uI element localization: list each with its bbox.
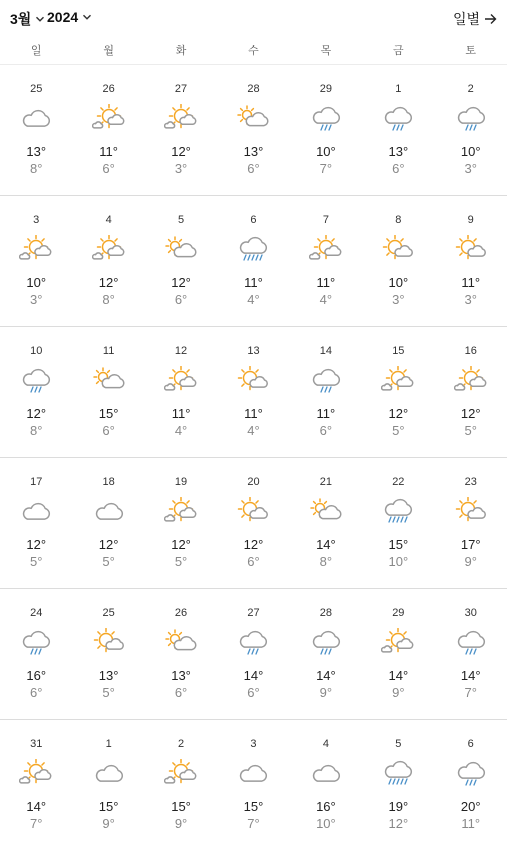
high-temp: 14°: [26, 799, 47, 814]
weekday-sat: 토: [465, 45, 477, 57]
day-cell[interactable]: [217, 196, 289, 326]
high-temp: 14°: [460, 668, 481, 683]
rain-icon: [309, 366, 343, 396]
low-temp: 3°: [392, 292, 405, 307]
partly-sunny-icon: [92, 366, 126, 396]
rain-icon: [454, 628, 488, 658]
sun-cloud-icon: [381, 366, 415, 396]
day-number: 25: [102, 607, 115, 619]
high-temp: 15°: [388, 537, 409, 552]
weekday-tue: 화: [175, 45, 187, 57]
sun-cloud-icon: [381, 628, 415, 658]
sun-cloud-icon: [19, 235, 53, 265]
low-temp: 5°: [464, 423, 477, 438]
day-number: 1: [395, 83, 402, 95]
rain-icon: [236, 628, 270, 658]
day-number: 26: [174, 607, 188, 619]
day-number: 6: [250, 214, 257, 226]
low-temp: 4°: [247, 292, 260, 307]
year-selector[interactable]: [47, 9, 92, 25]
day-cell[interactable]: [72, 720, 144, 850]
cloud-icon: [19, 497, 53, 527]
day-cell[interactable]: [0, 65, 72, 195]
cloud-icon: [92, 497, 126, 527]
high-temp: 15°: [171, 799, 191, 814]
day-cell[interactable]: [145, 327, 217, 457]
cloud-icon: [236, 759, 270, 789]
low-temp: 8°: [102, 292, 115, 307]
day-number: 4: [322, 738, 329, 750]
sun-behind-cloud-icon: [381, 235, 415, 265]
day-number: 5: [177, 214, 185, 226]
high-temp: 15°: [243, 799, 264, 814]
high-temp: 17°: [460, 537, 481, 552]
week-row: [0, 327, 507, 458]
day-cell[interactable]: [0, 720, 72, 850]
day-cell[interactable]: [435, 720, 507, 850]
sun-cloud-icon: [92, 104, 126, 134]
day-number: 11: [102, 345, 115, 357]
low-temp: 9°: [464, 554, 477, 569]
day-cell[interactable]: [145, 196, 217, 326]
low-temp: 9°: [319, 685, 333, 700]
high-temp: 13°: [26, 144, 47, 159]
day-number: 30: [464, 607, 477, 619]
high-temp: 12°: [388, 406, 409, 421]
low-temp: 6°: [29, 685, 43, 700]
weekday-sun: 일: [30, 45, 42, 57]
low-temp: 10°: [316, 816, 336, 831]
day-cell[interactable]: [435, 327, 507, 457]
day-number: 3: [250, 738, 257, 750]
month-label: 3월: [10, 11, 32, 27]
low-temp: 6°: [174, 292, 188, 307]
heavy-rain-icon: [236, 235, 270, 265]
high-temp: 14°: [316, 668, 336, 683]
heavy-rain-icon: [381, 759, 415, 789]
high-temp: 12°: [171, 275, 191, 290]
low-temp: 3°: [464, 161, 477, 176]
low-temp: 6°: [102, 161, 115, 176]
cloud-icon: [19, 104, 53, 134]
day-number: 28: [319, 607, 333, 619]
day-number: 12: [174, 345, 188, 357]
high-temp: 11°: [244, 406, 263, 421]
sun-cloud-icon: [19, 759, 53, 789]
day-number: 8: [395, 214, 402, 226]
day-number: 27: [247, 607, 260, 619]
day-cell[interactable]: [290, 589, 362, 719]
sun-behind-cloud-icon: [236, 366, 270, 396]
low-temp: 11°: [461, 816, 481, 831]
daily-view-label: 일별: [452, 11, 480, 27]
day-number: 5: [395, 738, 402, 750]
low-temp: 6°: [247, 554, 260, 569]
week-row: [0, 720, 507, 850]
rain-icon: [309, 628, 343, 658]
low-temp: 10°: [388, 554, 409, 569]
low-temp: 8°: [29, 161, 43, 176]
high-temp: 11°: [171, 406, 191, 421]
high-temp: 15°: [98, 799, 119, 814]
low-temp: 5°: [392, 423, 405, 438]
day-cell[interactable]: [362, 589, 434, 719]
low-temp: 6°: [247, 685, 260, 700]
sun-cloud-icon: [164, 366, 198, 396]
day-number: 31: [30, 738, 43, 750]
day-cell[interactable]: [72, 196, 144, 326]
high-temp: 12°: [98, 537, 119, 552]
day-cell[interactable]: [362, 196, 434, 326]
day-cell[interactable]: [217, 327, 289, 457]
low-temp: 8°: [29, 423, 43, 438]
low-temp: 9°: [392, 685, 405, 700]
calendar-grid: [0, 65, 507, 850]
rain-icon: [381, 104, 415, 134]
high-temp: 13°: [171, 668, 191, 683]
sun-behind-cloud-icon: [454, 235, 488, 265]
sun-cloud-icon: [164, 497, 198, 527]
sun-behind-cloud-icon: [236, 497, 270, 527]
high-temp: 10°: [26, 275, 47, 290]
day-number: 21: [319, 476, 333, 488]
year-label: 2024: [47, 9, 79, 25]
day-number: 3: [33, 214, 40, 226]
low-temp: 4°: [247, 423, 260, 438]
high-temp: 14°: [316, 537, 336, 552]
sun-behind-cloud-icon: [454, 497, 488, 527]
chevron-down-icon: [82, 12, 92, 22]
low-temp: 9°: [102, 816, 115, 831]
low-temp: 9°: [174, 816, 188, 831]
day-cell[interactable]: [435, 196, 507, 326]
heavy-rain-icon: [381, 497, 415, 527]
low-temp: 3°: [29, 292, 43, 307]
high-temp: 14°: [388, 668, 409, 683]
day-cell[interactable]: [217, 458, 289, 588]
day-cell[interactable]: [435, 589, 507, 719]
low-temp: 4°: [319, 292, 333, 307]
high-temp: 19°: [388, 799, 409, 814]
high-temp: 16°: [316, 799, 336, 814]
partly-sunny-icon: [164, 628, 198, 658]
low-temp: 7°: [29, 816, 43, 831]
day-number: 25: [30, 83, 43, 95]
day-cell[interactable]: [435, 458, 507, 588]
day-cell[interactable]: [362, 458, 434, 588]
day-cell[interactable]: [217, 65, 289, 195]
day-cell[interactable]: [290, 458, 362, 588]
day-cell[interactable]: [0, 196, 72, 326]
day-cell[interactable]: [362, 327, 434, 457]
low-temp: 5°: [102, 685, 115, 700]
chevron-down-icon: [35, 14, 45, 24]
daily-view-button[interactable]: [453, 9, 497, 29]
day-cell[interactable]: [145, 458, 217, 588]
arrow-right-icon: [484, 13, 497, 25]
high-temp: 13°: [98, 668, 119, 683]
weekday-fri: 금: [393, 45, 404, 57]
low-temp: 7°: [319, 161, 333, 176]
low-temp: 6°: [392, 161, 405, 176]
sun-cloud-icon: [164, 104, 198, 134]
day-number: 18: [102, 476, 115, 488]
day-cell[interactable]: [145, 720, 217, 850]
day-number: 22: [392, 476, 405, 488]
day-cell[interactable]: [72, 65, 144, 195]
day-cell[interactable]: [362, 65, 434, 195]
rain-icon: [454, 759, 488, 789]
day-cell[interactable]: [145, 65, 217, 195]
day-number: 28: [247, 83, 260, 95]
day-number: 19: [174, 476, 188, 488]
day-number: 10: [30, 345, 43, 357]
low-temp: 3°: [174, 161, 188, 176]
day-cell[interactable]: [0, 589, 72, 719]
cloud-icon: [309, 759, 343, 789]
weekday-mon: 월: [103, 45, 114, 57]
weekday-wed: 수: [248, 45, 259, 57]
high-temp: 16°: [26, 668, 47, 683]
day-number: 29: [319, 83, 333, 95]
day-number: 13: [247, 345, 260, 357]
weekday-header-row: [0, 36, 507, 65]
high-temp: 11°: [316, 406, 336, 421]
low-temp: 6°: [174, 685, 188, 700]
rain-icon: [19, 366, 53, 396]
high-temp: 12°: [26, 406, 47, 421]
day-cell[interactable]: [290, 720, 362, 850]
sun-cloud-icon: [454, 366, 488, 396]
day-number: 6: [467, 738, 474, 750]
week-row: [0, 589, 507, 720]
high-temp: 11°: [316, 275, 336, 290]
high-temp: 10°: [388, 275, 409, 290]
high-temp: 12°: [243, 537, 264, 552]
day-cell[interactable]: [435, 65, 507, 195]
high-temp: 10°: [460, 144, 481, 159]
day-cell[interactable]: [72, 327, 144, 457]
high-temp: 12°: [98, 275, 119, 290]
week-row: [0, 65, 507, 196]
sun-cloud-icon: [309, 235, 343, 265]
low-temp: 7°: [247, 816, 260, 831]
partly-sunny-icon: [309, 497, 343, 527]
day-cell[interactable]: [290, 327, 362, 457]
high-temp: 15°: [98, 406, 119, 421]
day-cell[interactable]: [362, 720, 434, 850]
day-cell[interactable]: [290, 65, 362, 195]
day-number: 1: [105, 738, 112, 750]
high-temp: 20°: [460, 799, 481, 814]
day-number: 27: [174, 83, 188, 95]
calendar-header: [0, 0, 507, 36]
day-number: 23: [464, 476, 477, 488]
low-temp: 3°: [464, 292, 477, 307]
day-cell[interactable]: [72, 589, 144, 719]
high-temp: 11°: [99, 144, 118, 159]
partly-sunny-icon: [236, 104, 270, 134]
sun-behind-cloud-icon: [92, 628, 126, 658]
low-temp: 12°: [388, 816, 409, 831]
rain-icon: [309, 104, 343, 134]
low-temp: 5°: [29, 554, 43, 569]
day-number: 24: [30, 607, 43, 619]
low-temp: 6°: [319, 423, 333, 438]
high-temp: 13°: [243, 144, 264, 159]
day-cell[interactable]: [217, 720, 289, 850]
cloud-icon: [92, 759, 126, 789]
partly-sunny-icon: [164, 235, 198, 265]
high-temp: 14°: [243, 668, 264, 683]
day-cell[interactable]: [217, 589, 289, 719]
sun-cloud-icon: [164, 759, 198, 789]
day-cell[interactable]: [145, 589, 217, 719]
high-temp: 12°: [26, 537, 47, 552]
sun-cloud-icon: [92, 235, 126, 265]
day-number: 29: [392, 607, 405, 619]
high-temp: 11°: [461, 275, 481, 290]
weekday-thu: 목: [320, 45, 332, 57]
high-temp: 11°: [244, 275, 263, 290]
high-temp: 12°: [460, 406, 481, 421]
day-number: 2: [177, 738, 185, 750]
day-number: 16: [464, 345, 477, 357]
day-cell[interactable]: [0, 327, 72, 457]
rain-icon: [19, 628, 53, 658]
rain-icon: [454, 104, 488, 134]
low-temp: 7°: [464, 685, 477, 700]
week-row: [0, 196, 507, 327]
day-number: 15: [392, 345, 405, 357]
month-selector[interactable]: [10, 9, 45, 29]
high-temp: 12°: [171, 144, 191, 159]
day-number: 7: [322, 214, 329, 226]
low-temp: 6°: [102, 423, 115, 438]
day-number: 17: [30, 476, 43, 488]
day-number: 9: [467, 214, 474, 226]
high-temp: 12°: [171, 537, 191, 552]
high-temp: 13°: [388, 144, 409, 159]
day-number: 26: [102, 83, 115, 95]
low-temp: 5°: [102, 554, 115, 569]
low-temp: 6°: [247, 161, 260, 176]
day-number: 20: [247, 476, 260, 488]
low-temp: 8°: [319, 554, 333, 569]
high-temp: 10°: [316, 144, 336, 159]
day-cell[interactable]: [290, 196, 362, 326]
week-row: [0, 458, 507, 589]
low-temp: 5°: [174, 554, 188, 569]
day-number: 14: [319, 345, 333, 357]
day-cell[interactable]: [0, 458, 72, 588]
day-number: 4: [105, 214, 112, 226]
low-temp: 4°: [174, 423, 188, 438]
day-cell[interactable]: [72, 458, 144, 588]
day-number: 2: [467, 83, 474, 95]
